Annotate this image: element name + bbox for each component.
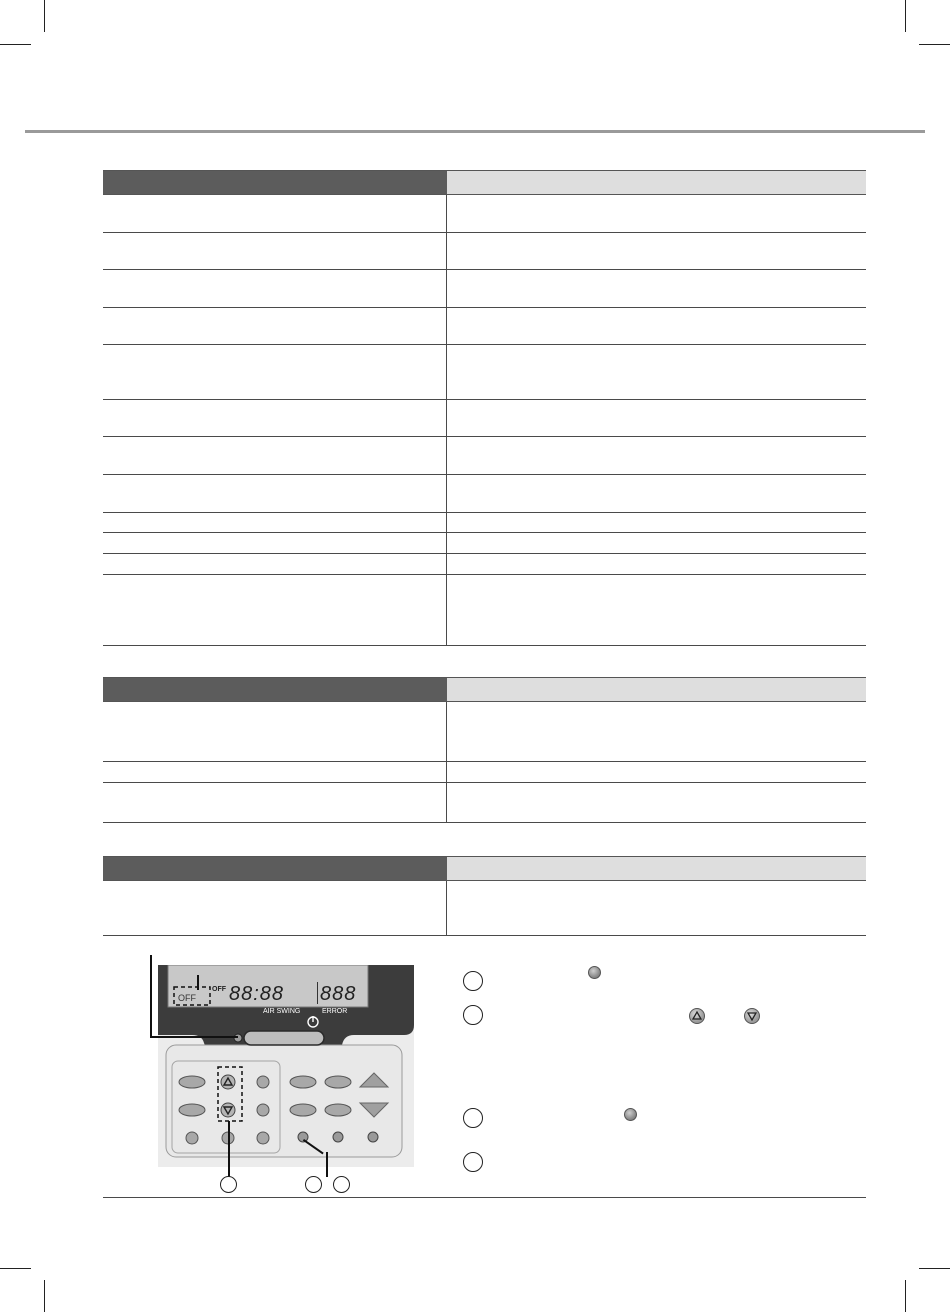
- lcd-off-label: OFF: [178, 993, 196, 1003]
- column-divider: [446, 575, 447, 645]
- up-arrow-button-icon: [689, 1008, 705, 1024]
- table-header: [103, 677, 866, 702]
- lcd-divider: [317, 982, 318, 1004]
- callout-line: [150, 955, 152, 1037]
- column-divider: [446, 437, 447, 474]
- key-oval: [290, 1076, 316, 1088]
- key-oval: [325, 1104, 351, 1116]
- table-row: [103, 270, 866, 308]
- table-row: [103, 345, 866, 400]
- callout-line: [150, 1036, 238, 1038]
- table-header-left: [103, 857, 447, 880]
- table-row: [103, 513, 866, 533]
- table-row: [103, 783, 866, 823]
- crop-mark: [44, 1280, 45, 1312]
- key-small: [333, 1132, 343, 1142]
- column-divider: [446, 762, 447, 782]
- table-2: [103, 677, 866, 823]
- column-divider: [446, 400, 447, 436]
- column-divider: [446, 702, 447, 761]
- table-row: [103, 533, 866, 554]
- table-row: [103, 762, 866, 783]
- table-header-right: [447, 171, 866, 194]
- step-1-marker: [463, 971, 483, 991]
- table-header-left: [103, 171, 447, 194]
- column-divider: [446, 233, 447, 269]
- table-header-right: [447, 678, 866, 701]
- table-row: [103, 554, 866, 575]
- table-row: [103, 195, 866, 233]
- column-divider: [446, 308, 447, 344]
- table-row: [103, 233, 866, 270]
- table-row: [103, 881, 866, 936]
- crop-mark: [44, 0, 45, 32]
- column-divider: [446, 783, 447, 822]
- key-oval: [179, 1104, 205, 1116]
- header-rule: [25, 130, 925, 133]
- key-round: [257, 1104, 269, 1116]
- callout-line: [228, 1121, 230, 1177]
- column-divider: [446, 195, 447, 232]
- column-divider: [446, 554, 447, 574]
- key-round: [186, 1132, 198, 1144]
- column-divider: [446, 881, 447, 935]
- key-round: [257, 1076, 269, 1088]
- table-header: [103, 170, 866, 195]
- column-divider: [446, 533, 447, 553]
- error-label: ERROR: [322, 1008, 348, 1015]
- table-header-right: [447, 857, 866, 880]
- table-row: [103, 702, 866, 762]
- table-row: [103, 400, 866, 437]
- power-button: [244, 1031, 324, 1045]
- table-3: [103, 856, 866, 936]
- step-4-marker: [463, 1152, 483, 1172]
- callout-line: [326, 1152, 328, 1177]
- step-2-marker: [463, 1005, 483, 1025]
- air-swing-label: AIR SWING: [263, 1008, 301, 1015]
- key-oval: [179, 1076, 205, 1088]
- lcd-code: 888: [320, 983, 357, 1005]
- key-round: [257, 1132, 269, 1144]
- column-divider: [446, 475, 447, 512]
- step-marker: [305, 1176, 322, 1193]
- bottom-rule: [103, 1197, 866, 1198]
- table-header-left: [103, 678, 447, 701]
- key-oval: [325, 1076, 351, 1088]
- step-marker: [333, 1176, 350, 1193]
- crop-mark: [919, 44, 950, 45]
- step-marker: [220, 1176, 237, 1193]
- step-3-marker: [463, 1108, 483, 1128]
- lcd-off-small: OFF: [212, 986, 226, 993]
- column-divider: [446, 345, 447, 399]
- key-oval: [290, 1104, 316, 1116]
- table-row: [103, 437, 866, 475]
- table-row: [103, 475, 866, 513]
- crop-mark: [905, 0, 906, 32]
- table-row: [103, 575, 866, 646]
- keypad-frame: [166, 1045, 402, 1157]
- check-button-icon: [624, 1108, 637, 1121]
- column-divider: [446, 270, 447, 307]
- crop-mark: [905, 1280, 906, 1312]
- table-header: [103, 856, 866, 881]
- table-row: [103, 308, 866, 345]
- crop-mark: [0, 1268, 31, 1269]
- down-arrow-button-icon: [744, 1008, 760, 1024]
- crop-mark: [0, 44, 31, 45]
- check-button-icon: [588, 966, 601, 979]
- key-small: [368, 1132, 378, 1142]
- callout-line: [197, 975, 199, 990]
- table-1: [103, 170, 866, 646]
- lcd-time: 88:88: [229, 983, 285, 1005]
- remote-controller-illustration: [158, 965, 414, 1167]
- column-divider: [446, 513, 447, 532]
- crop-mark: [919, 1268, 950, 1269]
